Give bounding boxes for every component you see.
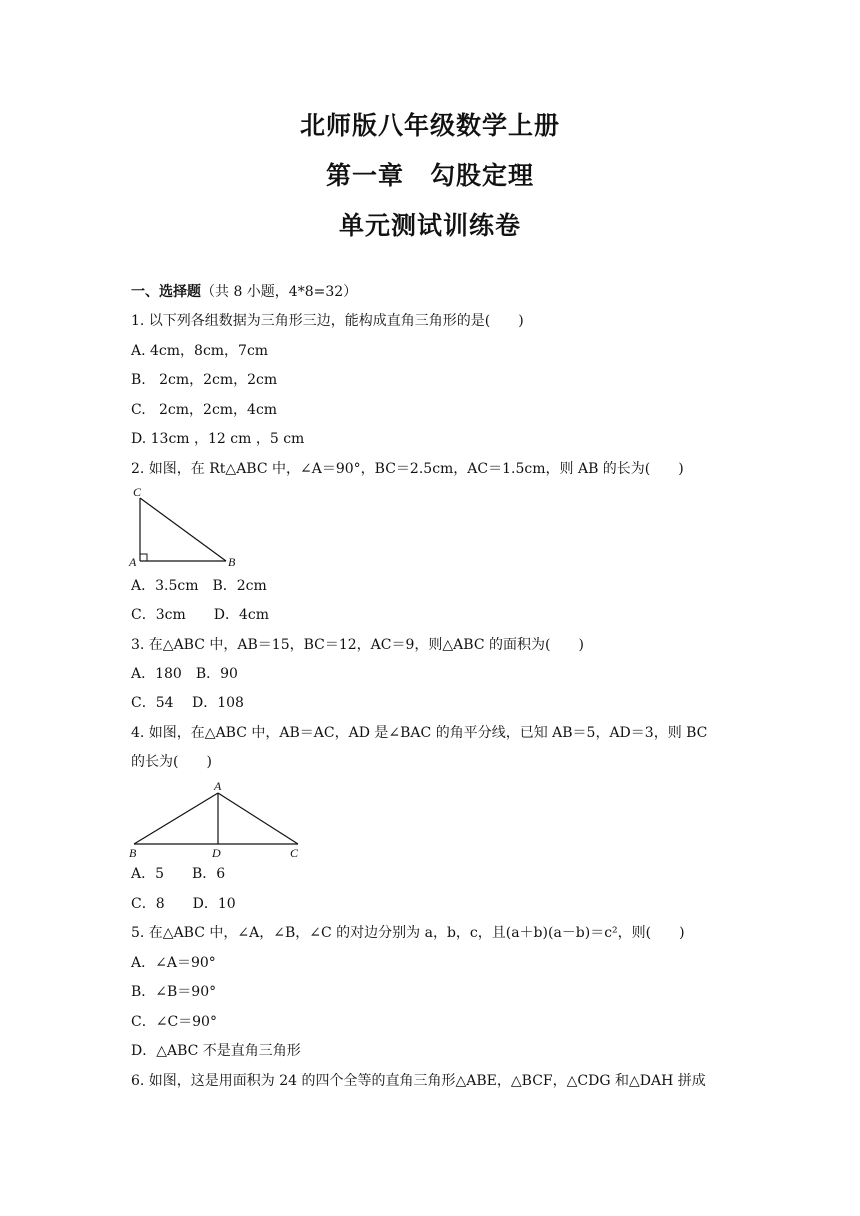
q2-stem: 2. 如图，在 Rt△ABC 中，∠A＝90°，BC＝2.5cm，AC＝1.5cm，则 AB 的长为( ) — [131, 461, 684, 477]
q4-side-ab — [134, 793, 218, 844]
q4-label-d: D — [212, 846, 221, 860]
q5-option-a: A．∠A＝90° — [131, 955, 216, 971]
q1-option-d: D. 13cm ，12 cm ，5 cm — [131, 431, 305, 447]
q4-side-ac — [218, 793, 298, 844]
q2-label-c: C — [133, 485, 142, 499]
q2-side-bc — [140, 498, 226, 561]
q2-label-b: B — [228, 555, 236, 569]
q3-stem: 3. 在△ABC 中，AB＝15，BC＝12，AC＝9，则△ABC 的面积为( ) — [131, 637, 584, 653]
q2-label-a: A — [129, 555, 137, 569]
q1-option-a: A. 4cm，8cm，7cm — [131, 343, 269, 359]
q3-options-ab: A．180 B．90 — [131, 666, 238, 682]
q4-stem-line-2: 的长为( ) — [131, 754, 212, 770]
q2-right-angle-mark — [140, 554, 147, 561]
q4-label-b: B — [129, 846, 137, 860]
section-heading-note: （共 8 小题，4*8=32） — [201, 284, 358, 300]
q4-label-a: A — [214, 779, 222, 793]
title-line-2: 第一章 勾股定理 — [325, 161, 534, 190]
q1-option-b: B. 2cm，2cm，2cm — [131, 372, 278, 388]
q2-options-ab: A．3.5cm B．2cm — [131, 578, 267, 594]
q4-isosceles-triangle-figure — [126, 778, 311, 862]
q4-stem-line-1: 4. 如图，在△ABC 中，AB＝AC，AD 是∠BAC 的角平分线，已知 AB＝5，AD＝3，则 BC — [131, 725, 708, 741]
section-heading-label: 一、选择题 — [131, 284, 201, 300]
q2-options-cd: C．3cm D．4cm — [131, 607, 269, 623]
q5-option-b: B．∠B＝90° — [131, 984, 217, 1000]
q4-label-c: C — [290, 846, 299, 860]
title-line-1: 北师版八年级数学上册 — [299, 111, 560, 140]
q5-stem: 5. 在△ABC 中，∠A，∠B，∠C 的对边分别为 a，b，c，且(a＋b)(a－b)＝c²，则( ) — [131, 925, 685, 941]
q5-option-c: C．∠C＝90° — [131, 1014, 217, 1030]
q4-options-cd: C．8 D．10 — [131, 896, 236, 912]
q3-options-cd: C．54 D．108 — [131, 695, 244, 711]
q1-stem: 1. 以下列各组数据为三角形三边，能构成直角三角形的是( ) — [131, 313, 524, 329]
q4-options-ab: A．5 B．6 — [131, 866, 226, 882]
section-heading — [131, 282, 357, 302]
q2-triangle-figure — [126, 484, 246, 572]
q5-option-d: D．△ABC 不是直角三角形 — [131, 1043, 301, 1059]
title-line-3: 单元测试训练卷 — [338, 211, 521, 240]
q6-stem: 6. 如图，这是用面积为 24 的四个全等的直角三角形△ABE，△BCF，△CDG 和△DAH 拼成 — [131, 1073, 706, 1089]
q1-option-c: C. 2cm，2cm，4cm — [131, 402, 278, 418]
